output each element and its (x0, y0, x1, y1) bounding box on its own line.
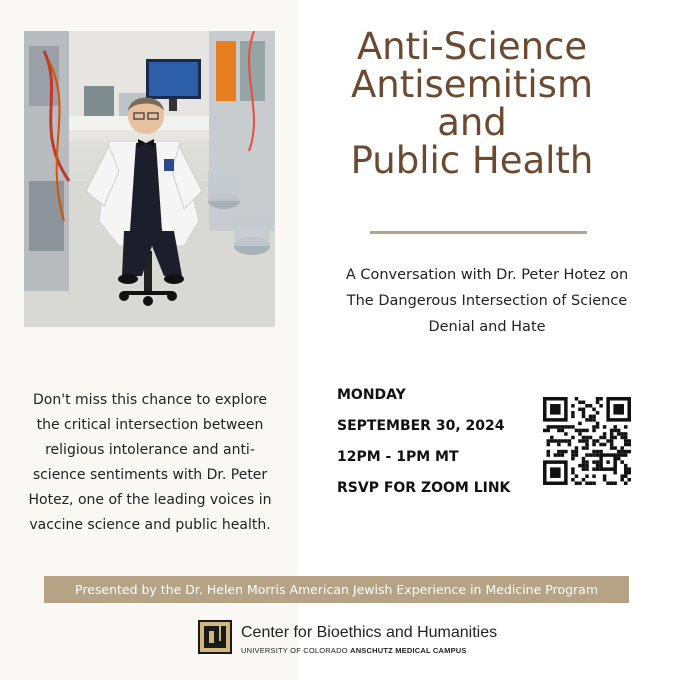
presenter-banner: Presented by the Dr. Helen Morris American Jewish Experience in Medicine Program (44, 576, 629, 603)
event-description (22, 388, 278, 538)
title-line: Public Health (350, 139, 594, 182)
event-date: SEPTEMBER 30, 2024 (337, 418, 505, 434)
description-line: science sentiments with Dr. Peter (32, 467, 268, 483)
description-line: the critical intersection between (36, 417, 264, 433)
cu-logo-icon (198, 620, 232, 654)
center-name: Center for Bioethics and Humanities (241, 624, 498, 641)
description-line: religious intolerance and anti- (45, 442, 255, 458)
title-divider (370, 231, 587, 234)
description-line: vaccine science and public health. (29, 517, 271, 533)
campus-label: ANSCHUTZ MEDICAL CAMPUS (350, 646, 467, 655)
title-line: Antisemitism (350, 63, 594, 106)
speaker-photo (24, 31, 275, 327)
subtitle-line: A Conversation with Dr. Peter Hotez on (345, 267, 629, 283)
event-time: 12PM - 1PM MT (337, 449, 459, 465)
lab-photo-illustration (24, 31, 275, 327)
event-day: MONDAY (337, 387, 406, 403)
rsvp-link[interactable]: RSVP FOR ZOOM LINK (337, 480, 511, 496)
event-title (318, 25, 626, 182)
university-name (241, 646, 467, 655)
description-line: Hotez, one of the leading voices in (28, 492, 272, 508)
subtitle-line: The Dangerous Intersection of Science (346, 293, 628, 309)
subtitle-line: Denial and Hate (428, 319, 546, 335)
description-line: Don't miss this chance to explore (33, 392, 267, 408)
title-line: and (437, 101, 507, 144)
title-line: Anti-Science (356, 25, 588, 68)
event-subtitle (322, 262, 652, 340)
event-details (337, 384, 537, 508)
university-label: UNIVERSITY OF COLORADO (241, 646, 348, 655)
qr-code-icon[interactable] (543, 397, 631, 485)
